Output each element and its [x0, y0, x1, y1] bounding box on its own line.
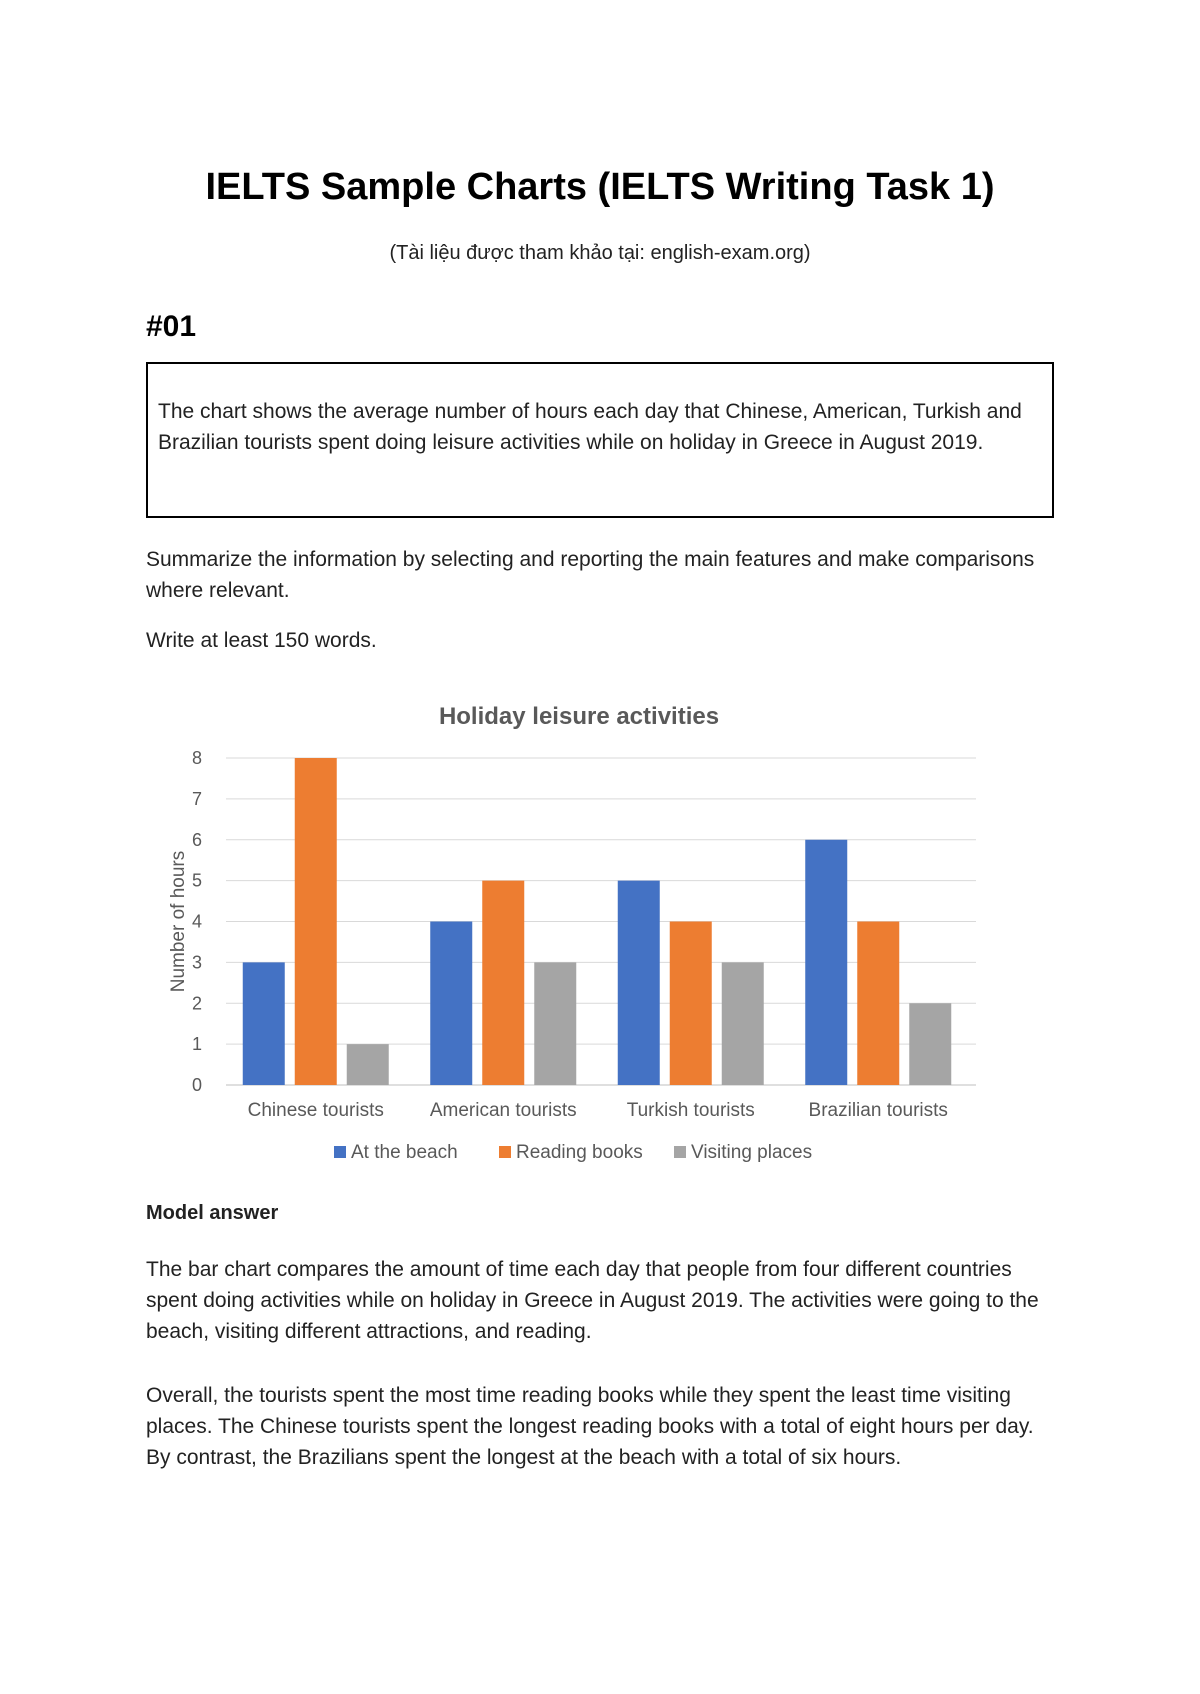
document-source-note: (Tài liệu được tham khảo tại: english-exam.org)	[389, 242, 811, 264]
chart-svg	[150, 686, 990, 1176]
y-tick-label: 0	[191, 1075, 202, 1095]
y-tick-label: 3	[191, 952, 202, 973]
bar	[243, 962, 285, 1085]
model-answer-paragraph-1: The bar chart compares the amount of time each day that people from four different countries spent doing activities while on holiday in Greece in August 2019. The activities were going to the beach, visiting different attractions, and reading.	[146, 1258, 1039, 1343]
legend-label: Reading books	[516, 1142, 643, 1163]
x-category-label: Chinese tourists	[247, 1100, 384, 1121]
model-answer-heading: Model answer	[146, 1202, 279, 1224]
model-answer-paragraph-2: Overall, the tourists spent the most time reading books while they spent the least time visiting places. The Chinese tourists spent the longest reading books with a total of eight hours per day. By contrast, the Brazilians spent the longest at the beach with a total of six hours.	[146, 1384, 1034, 1469]
task-instruction: Summarize the information by selecting and reporting the main features and make comparisons where relevant.	[146, 548, 1035, 602]
legend-swatch	[334, 1146, 346, 1158]
bar	[722, 962, 764, 1085]
bar	[670, 922, 712, 1086]
bar	[857, 922, 899, 1086]
y-tick-label: 2	[191, 993, 202, 1014]
y-tick-label: 4	[191, 911, 202, 932]
y-tick-label: 5	[191, 870, 202, 891]
chart-title: Holiday leisure activities	[438, 703, 720, 730]
y-tick-label: 7	[191, 788, 202, 809]
section-number: #01	[146, 310, 197, 343]
bar	[482, 881, 524, 1085]
task-description-box	[146, 362, 1054, 518]
x-category-label: Turkish tourists	[626, 1100, 755, 1121]
legend-swatch	[674, 1146, 686, 1158]
bar	[430, 922, 472, 1086]
bar	[295, 758, 337, 1085]
x-category-label: Brazilian tourists	[808, 1100, 948, 1121]
legend-swatch	[499, 1146, 511, 1158]
bar	[909, 1003, 951, 1085]
y-tick-label: 6	[191, 829, 202, 850]
legend-label: Visiting places	[691, 1142, 813, 1163]
bar	[805, 840, 847, 1085]
y-axis-label: Number of hours	[168, 850, 189, 993]
legend-label: At the beach	[351, 1142, 458, 1163]
word-requirement: Write at least 150 words.	[146, 629, 377, 652]
y-tick-label: 1	[191, 1034, 202, 1055]
x-category-label: American tourists	[429, 1100, 577, 1121]
bar	[347, 1044, 389, 1085]
bar	[534, 962, 576, 1085]
task-description: The chart shows the average number of hours each day that Chinese, American, Turkish and Brazilian tourists spent doing leisure activities while on holiday in Greece in August 2019.	[158, 400, 1022, 454]
bar	[618, 881, 660, 1085]
document-title: IELTS Sample Charts (IELTS Writing Task 1)	[205, 166, 995, 208]
y-tick-label: 8	[191, 748, 202, 768]
bar-chart	[150, 686, 990, 1176]
